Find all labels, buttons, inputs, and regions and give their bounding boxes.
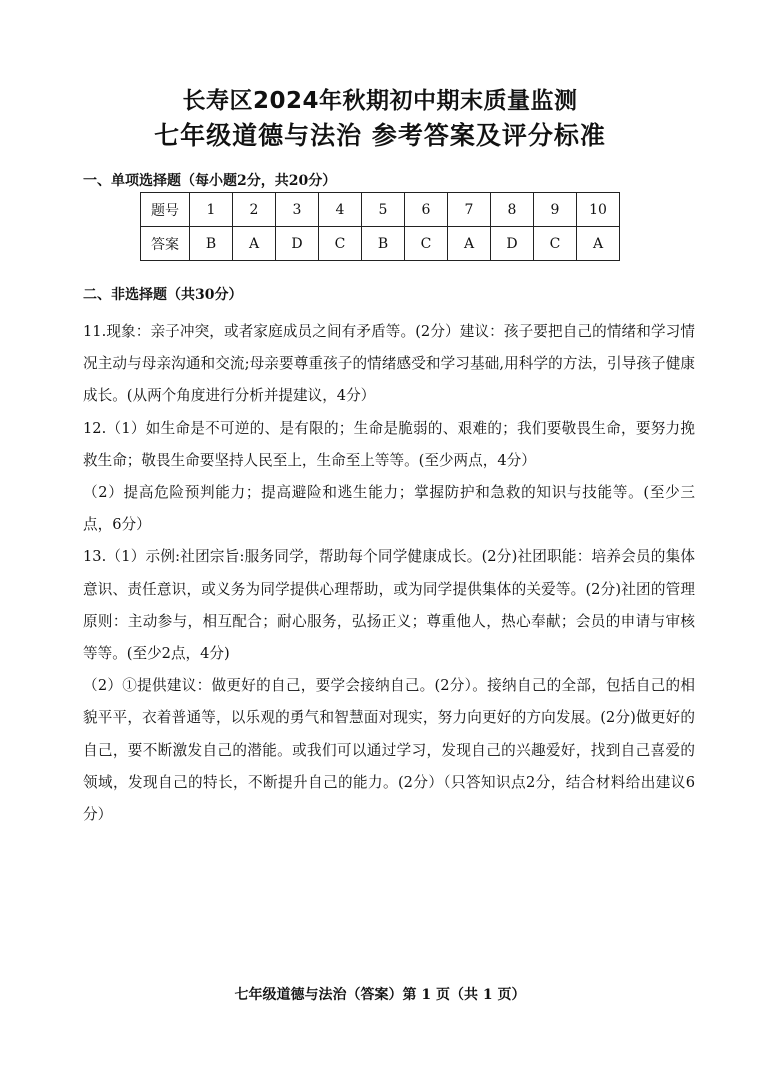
- answer-cell: D: [276, 227, 319, 261]
- row-label-answers: 答案: [141, 227, 190, 261]
- answer-cell: C: [534, 227, 577, 261]
- answer-paragraph-13-2: （2）①提供建议：做更好的自己，要学会接纳自己。(2分）。接纳自己的全部，包括自己的相貌平平，衣着普通等，以乐观的勇气和智慧面对现实，努力向更好的方向发展。(2分)做更好的自己，要不断激发自己的潜能。或我们可以通过学习，发现自己的兴趣爱好，找到自己喜爱的领域，发现自己的特长，不断提升自己的能力。(2分）（只答知识点2分，结合材料给出建议6分）: [83, 677, 695, 824]
- answer-paragraph-12-1: 12.（1）如生命是不可逆的、是有限的；生命是脆弱的、艰难的；我们要敬畏生命，要努力挽救生命；敬畏生命要坚持人民至上，生命至上等等。(至少两点，4分）: [83, 419, 695, 469]
- answer-cell: C: [319, 227, 362, 261]
- question-number: 1: [190, 193, 233, 227]
- answer-paragraph-12-2: （2）提高危险预判能力；提高避险和逃生能力；掌握防护和急救的知识与技能等。(至少三点，6分）: [83, 484, 695, 534]
- page-footer: 七年级道德与法治（答案）第 1 页（共 1 页）: [234, 987, 526, 1003]
- answer-cell: B: [190, 227, 233, 261]
- answer-paragraph-13-1: 13.（1）示例:社团宗旨:服务同学，帮助每个同学健康成长。(2分)社团职能：培养会员的集体意识、责任意识，或义务为同学提供心理帮助，或为同学提供集体的关爱等。(2分)社团的管理原则：主动参与，相互配合；耐心服务，弘扬正义；尊重他人，热心奉献；会员的申请与审核等等。(至少2点，4分): [83, 548, 695, 663]
- question-number: 3: [276, 193, 319, 227]
- question-number: 2: [233, 193, 276, 227]
- question-number: 10: [577, 193, 620, 227]
- page-subtitle: 七年级道德与法治 参考答案及评分标准: [154, 121, 606, 150]
- section-1-title: 一、单项选择题（每小题2分，共20分）: [83, 173, 337, 189]
- answer-body: [83, 316, 695, 831]
- question-number: 6: [405, 193, 448, 227]
- question-number: 7: [448, 193, 491, 227]
- question-number: 5: [362, 193, 405, 227]
- answer-cell: C: [405, 227, 448, 261]
- row-label-numbers: 题号: [141, 193, 190, 227]
- table-row-numbers: [141, 193, 620, 227]
- answer-cell: B: [362, 227, 405, 261]
- section-2-title: 二、非选择题（共30分）: [83, 287, 243, 303]
- answer-paragraph-11: 11.现象：亲子冲突，或者家庭成员之间有矛盾等。(2分）建议：孩子要把自己的情绪和学习情况主动与母亲沟通和交流;母亲要尊重孩子的情绪感受和学习基础,用科学的方法，引导孩子健康成长。(从两个角度进行分析并提建议，4分）: [83, 323, 695, 405]
- page-title: 长寿区2024年秋期初中期末质量监测: [182, 88, 578, 114]
- answer-table: [140, 192, 620, 261]
- answer-cell: A: [233, 227, 276, 261]
- question-number: 8: [491, 193, 534, 227]
- answer-cell: D: [491, 227, 534, 261]
- question-number: 9: [534, 193, 577, 227]
- answer-cell: A: [577, 227, 620, 261]
- answer-cell: A: [448, 227, 491, 261]
- question-number: 4: [319, 193, 362, 227]
- table-row-answers: [141, 227, 620, 261]
